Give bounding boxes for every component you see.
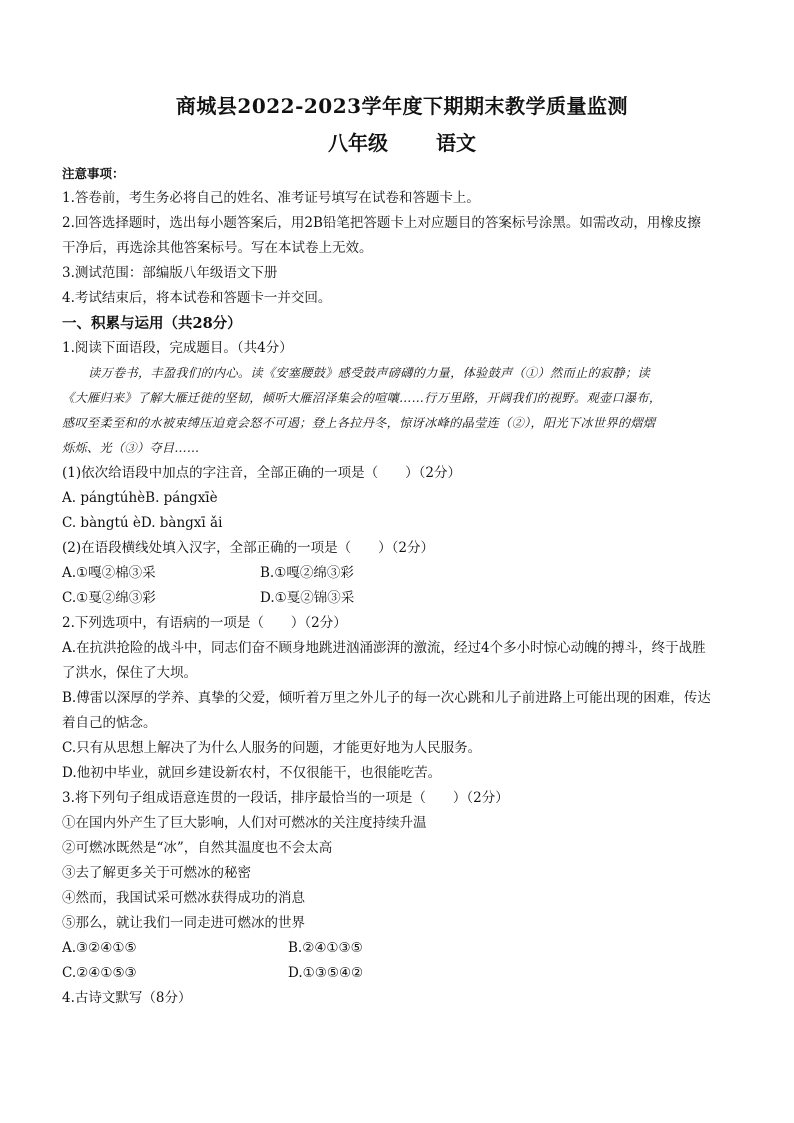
option-c: C.①戛②绵③彩: [62, 590, 156, 606]
sentence-item: ③去了解更多关于可燃冰的秘密: [62, 865, 251, 881]
notice-item: 干净后，再选涂其他答案标号。写在本试卷上无效。: [62, 240, 373, 256]
option-a: A.③②④①⑤: [62, 940, 137, 956]
sentence-item: ①在国内外产生了巨大影响，人们对可燃冰的关注度持续升温: [62, 815, 427, 831]
notice-item: 1.答卷前，考生务必将自己的姓名、准考证号填写在试卷和答题卡上。: [62, 190, 480, 206]
question-3-stem: 3.将下列句子组成语意连贯的一段话，排序最恰当的一项是（ ）（2分）: [62, 790, 509, 806]
option-line: C. bàngtú èD. bàngxī ǎi: [62, 515, 223, 531]
option-row: [62, 586, 742, 611]
question-4-stem: 4.古诗文默写（8分）: [62, 990, 192, 1006]
passage-line: 感叹至柔至和的水被束缚压迫竟会怒不可遏；登上各拉丹冬，惊讶冰峰的晶莹连（②），阳光下冰世界的熠熠: [62, 416, 656, 430]
exam-title: 商城县2022-2023学年度下期期末教学质量监测: [175, 94, 629, 118]
option-b: B.②④①③⑤: [288, 940, 363, 956]
subject-label: 语文: [436, 131, 476, 155]
passage-line: 读万卷书，丰盈我们的内心。读《安塞腰鼓》感受鼓声磅礴的力量，体验鼓声（①）然而止的寂静；读: [88, 366, 650, 380]
option-row: [62, 936, 742, 961]
option-line: D.他初中毕业，就回乡建设新农村，不仅很能干，也很能吃苦。: [62, 765, 442, 781]
notice-item: 4.考试结束后，将本试卷和答题卡一并交回。: [62, 290, 332, 306]
question-1-stem: 1.阅读下面语段，完成题目。（共4分）: [62, 340, 293, 356]
exam-subtitle: [62, 128, 742, 158]
notice-heading: 注意事项：: [62, 166, 125, 181]
option-a: A.①嘎②棉③采: [62, 565, 156, 581]
option-line: C.只有从思想上解决了为什么人服务的问题，才能更好地为人民服务。: [62, 740, 482, 756]
question-1-sub1: (1)依次给语段中加点的字注音，全部正确的一项是（ ）（2分）: [62, 465, 461, 481]
sentence-item: ⑤那么，就让我们一同走进可燃冰的世界: [62, 915, 305, 931]
notice-item: 3.测试范围：部编版八年级语文下册: [62, 265, 278, 281]
sentence-item: ②可燃冰既然是“冰”，自然其温度也不会太高: [62, 840, 333, 856]
option-d: D.①戛②锦③采: [260, 590, 355, 606]
option-row: [62, 561, 742, 586]
option-b: B.①嘎②绵③彩: [260, 565, 354, 581]
passage-line: 《大雁归来》了解大雁迁徙的坚韧，倾听大雁沼泽集会的喧嚷……行万里路，开阔我们的视野。观壶口瀑布，: [62, 391, 662, 405]
option-line: 着自己的惦念。: [62, 715, 157, 731]
question-2-stem: 2.下列选项中，有语病的一项是（ ）（2分）: [62, 615, 347, 631]
option-line: B.傅雷以深厚的学养、真挚的父爱，倾听着万里之外儿子的每一次心跳和儿子前进路上可能出现的困难，传达: [62, 690, 711, 706]
section-heading: 一、积累与运用（共28分）: [62, 315, 242, 332]
option-c: C.②④①⑤③: [62, 965, 137, 981]
notice-item: 2.回答选择题时，选出每小题答案后，用2B铅笔把答题卡上对应题目的答案标号涂黑。如需改动，用橡皮擦: [62, 215, 701, 231]
option-line: 了洪水，保住了大坝。: [62, 665, 197, 681]
option-line: A. pángtúhèB. pángxīè: [62, 490, 218, 506]
passage-line: 烁烁、光（③）夺目……: [62, 441, 200, 455]
option-row: [62, 961, 742, 986]
grade-label: 八年级: [328, 131, 388, 155]
option-line: A.在抗洪抢险的战斗中，同志们奋不顾身地跳进汹涌澎湃的激流，经过4个多小时惊心动魄的搏斗，终于战胜: [62, 640, 706, 656]
option-d: D.①③⑤④②: [288, 965, 364, 981]
sentence-item: ④然而，我国试采可燃冰获得成功的消息: [62, 890, 305, 906]
question-1-sub2: (2)在语段横线处填入汉字，全部正确的一项是（ ）（2分）: [62, 540, 434, 556]
exam-page: [62, 92, 742, 1011]
